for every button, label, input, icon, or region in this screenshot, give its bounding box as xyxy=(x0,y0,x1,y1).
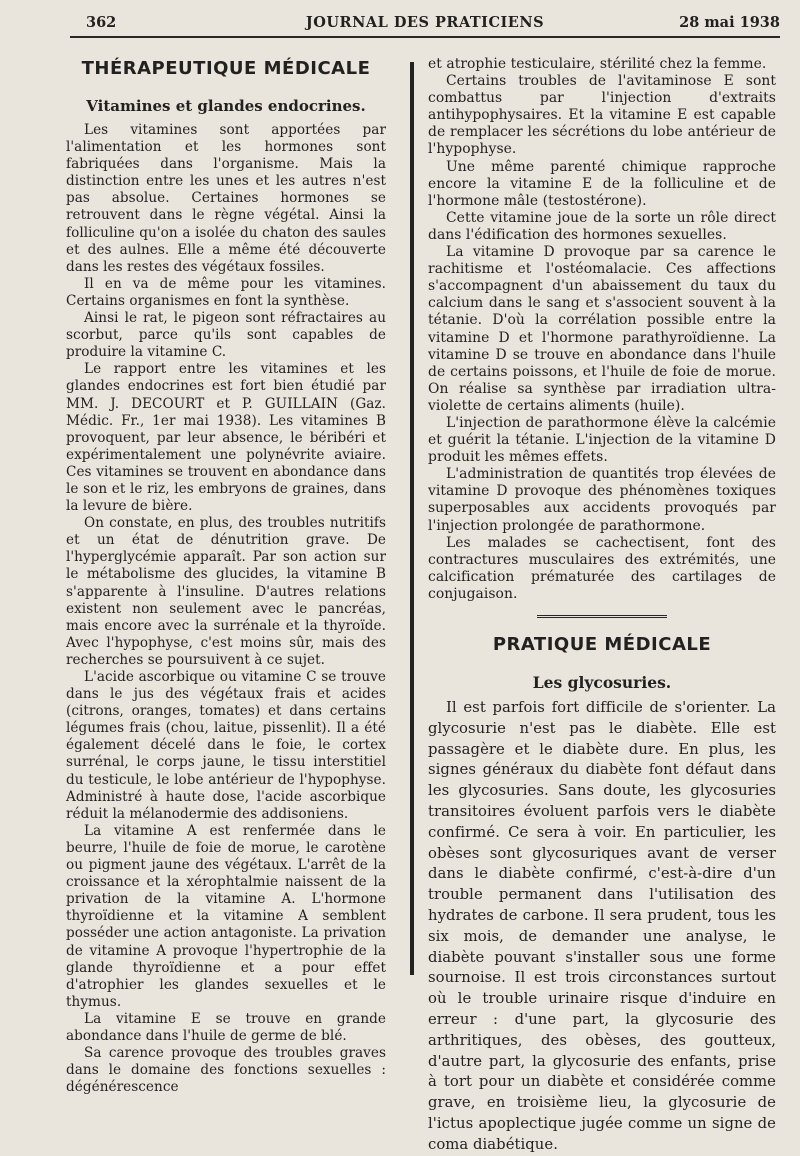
article-subtitle-glycosuries: Les glycosuries. xyxy=(532,673,672,692)
page-number: 362 xyxy=(86,14,117,31)
left-column xyxy=(66,50,386,1096)
right-column xyxy=(428,56,776,1156)
paragraph: Une même parenté chimique rapproche encore la vitamine E de la folliculine et de l'hormone mâle (testostérone). xyxy=(428,158,776,209)
paragraph: La vitamine E se trouve en grande abondance dans l'huile de germe de blé. xyxy=(66,1010,386,1044)
paragraph: Cette vitamine joue de la sorte un rôle direct dans l'édification des hormones sexuelles. xyxy=(428,209,776,243)
paragraph: Ainsi le rat, le pigeon sont réfractaires au scorbut, parce qu'ils sont capables de produire la vitamine C. xyxy=(66,310,386,361)
paragraph: La vitamine D provoque par sa carence le rachitisme et l'ostéomalacie. Ces affections s'accompagnent d'un abaissement du taux du calcium dans le sang et s'associent souvent à la tétanie. D'où la corrélation possible entre la vitamine D et l'hormone parathyroïdienne. La vitamine D se trouve en abondance dans l'huile de certains poissons, et l'huile de foie de morue. On réalise sa synthèse par irradiation ultra-violette de certains aliments (huile). xyxy=(428,244,776,414)
paragraph: Les malades se cachectisent, font des contractures musculaires des extrémités, une calcification prématurée des cartilages de conjugaison. xyxy=(428,534,776,602)
paragraph: Certains troubles de l'avitaminose E sont combattus par l'injection d'extraits antihypophysaires. Et la vitamine E est capable de remplacer les sécrétions du lobe antérieur de l'hypophyse. xyxy=(428,73,776,158)
page-header xyxy=(70,14,780,36)
journal-title: JOURNAL DES PRATICIENS xyxy=(305,14,545,31)
paragraph: Sa carence provoque des troubles graves dans le domaine des fonctions sexuelles : dégénérescence xyxy=(66,1045,386,1096)
paragraph-continued: et atrophie testiculaire, stérilité chez la femme. xyxy=(428,56,767,72)
paragraph: L'injection de parathormone élève la calcémie et guérit la tétanie. L'injection de la vitamine D produit les mêmes effets. xyxy=(428,414,776,466)
paragraph: Le rapport entre les vitamines et les glandes endocrines est fort bien étudié par MM. J. DECOURT et P. GUILLAIN (Gaz. Médic. Fr., 1er mai 1938). Les vitamines B provoquent, par leur absence, le béribéri et expérimentalement une polynévrite aviaire. Ces vitamines se trouvent en abondance dans le son et le riz, les embryons de graines, dans la levure de bière. xyxy=(66,361,386,515)
paragraph: Les vitamines sont apportées par l'alimentation et les hormones sont fabriquées dans l'organisme. Mais la distinction entre les unes et les autres n'est pas absolue. Certaines hormones se retrouvent dans le règne végétal. Ainsi la folliculine qu'on a isolée du chaton des saules et des aulnes. Elle a même été découverte dans les restes des végétaux fossiles. xyxy=(66,122,386,275)
paragraph: L'acide ascorbique ou vitamine C se trouve dans le jus des végétaux frais et acides (citrons, oranges, tomates) et dans certains légumes frais (chou, laitue, pissenlit). Il a été également décelé dans le foie, le cortex surrénal, le corps jaune, le tissu interstitiel du testicule, le lobe antérieur de l'hypophyse. Administré à haute dose, l'acide ascorbique réduit la mélanodermie des addisoniens. xyxy=(66,669,386,822)
section-title-pratique: PRATIQUE MÉDICALE xyxy=(492,634,712,655)
header-rule xyxy=(70,36,780,38)
paragraph: On constate, en plus, des troubles nutritifs et un état de dénutrition grave. De l'hyperglycémie apparaît. Par son action sur le métabolisme des glucides, la vitamine B s'apparente à l'insuline. D'autres relations existent non seulement avec le pancréas, mais encore avec la surrénale et la thyroïde. Avec l'hypophyse, c'est moins sûr, mais des recherches se poursuivent à ce sujet. xyxy=(66,515,386,668)
article-subtitle-vitamines: Vitamines et glandes endocrines. xyxy=(86,97,366,115)
paragraph: Il est parfois fort difficile de s'orienter. La glycosurie n'est pas le diabète. Elle est passagère et le diabète dure. En plus, les signes généraux du diabète font défaut dans les glycosuries. Sans doute, les glycosuries transitoires évoluent parfois vers le diabète confirmé. Ce sera à voir. En particulier, les obèses sont glycosuriques avant de verser dans le diabète confirmé, c'est-à-dire d'un trouble permanent dans l'utilisation des hydrates de carbone. Il sera prudent, tous les six mois, de demander une analyse, le diabète pouvant s'installer sous une forme sournoise. Il est trois circonstances surtout où le trouble urinaire risque d'induire en erreur : d'une part, la glycosurie des arthritiques, des obèses, des goutteux, d'autre part, la glycosurie des enfants, prise à tort pour un diabète et considérée comme grave, en troisième lieu, la glycosurie de l'ictus apoplectique jugée comme un signe de coma diabétique. xyxy=(428,699,776,1153)
paragraph: La vitamine A est renfermée dans le beurre, l'huile de foie de morue, le carotène ou pigment jaune des végétaux. L'arrêt de la croissance et la xérophtalmie naissent de la privation de la vitamine A. L'hormone thyroïdienne et la vitamine A semblent posséder une action antagoniste. La privation de vitamine A provoque l'hypertrophie de la glande thyroïdienne et a pour effet d'atrophier les glandes sexuelles et le thymus. xyxy=(66,822,386,1010)
section-title-therapeutique: THÉRAPEUTIQUE MÉDICALE xyxy=(81,58,371,79)
issue-date: 28 mai 1938 xyxy=(679,14,780,31)
paragraph: Il en va de même pour les vitamines. Certains organismes en font la synthèse. xyxy=(66,275,386,309)
section-separator xyxy=(537,615,667,618)
column-divider xyxy=(410,62,414,975)
paragraph: L'administration de quantités trop élevées de vitamine D provoque des phénomènes toxiques superposables aux accidents provoqués par l'injection prolongée de parathormone. xyxy=(428,466,776,534)
